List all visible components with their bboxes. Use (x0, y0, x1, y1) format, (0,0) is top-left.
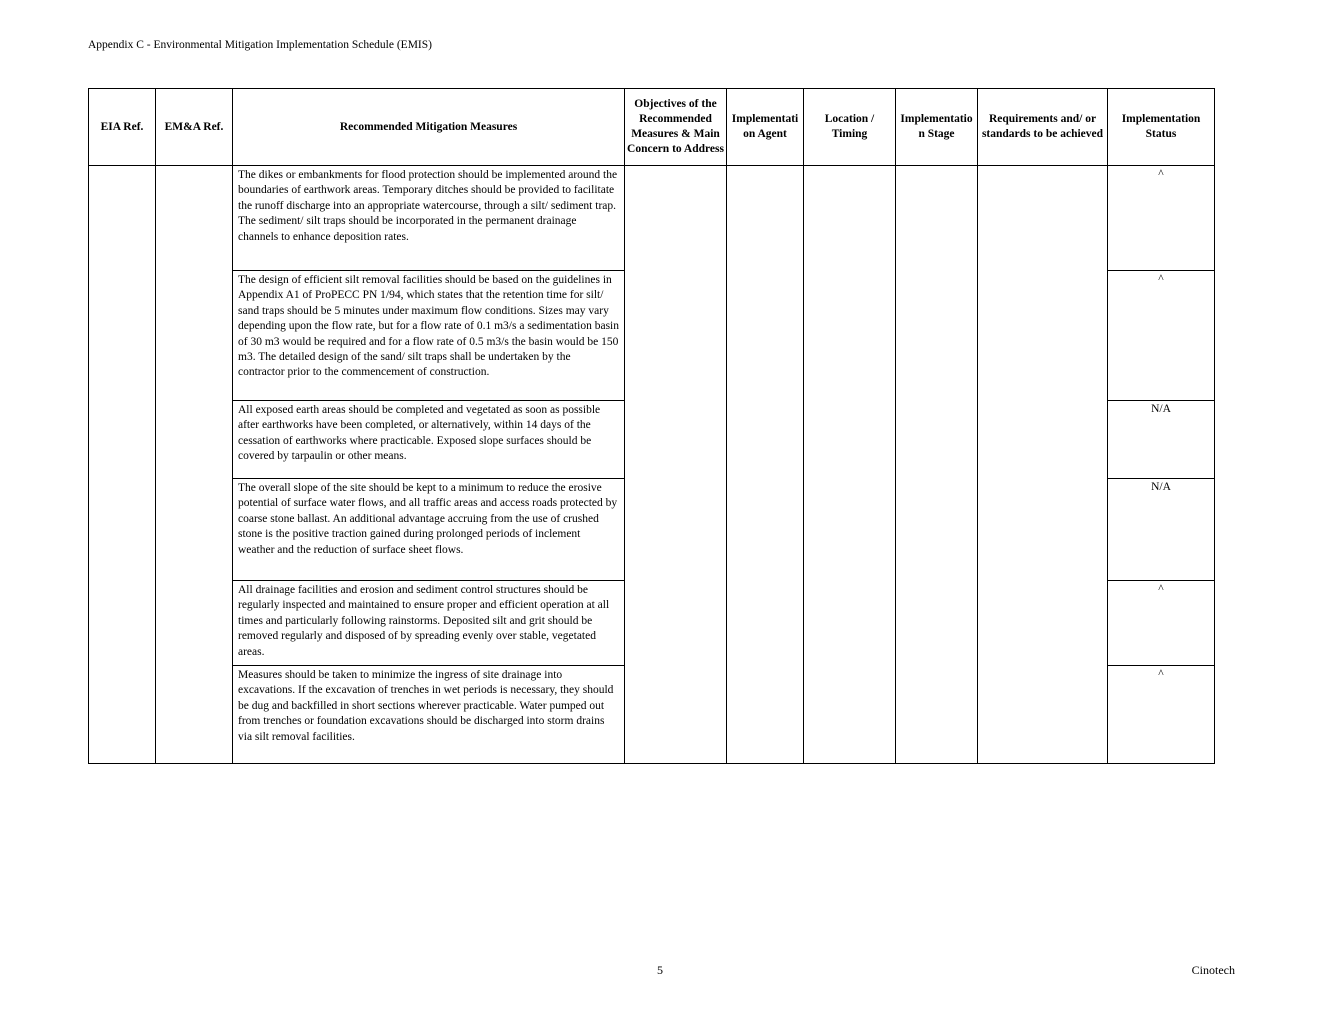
status-cell: ^ (1108, 666, 1215, 764)
status-cell: ^ (1108, 271, 1215, 401)
status-cell: N/A (1108, 479, 1215, 581)
table-row (89, 166, 1215, 271)
objectives-cell (625, 166, 727, 764)
status-cell: N/A (1108, 401, 1215, 479)
measure-cell: Measures should be taken to minimize the ingress of site drainage into excavations. If the excavation of trenches in wet periods is necessary, they should be dug and backfilled in short sections wherever practicable. Water pumped out from trenches or foundation excavations should be discharged into storm drains via silt removal facilities. (233, 666, 625, 764)
column-header-implementation-status: Implementation Status (1108, 89, 1215, 166)
measure-cell: The design of efficient silt removal facilities should be based on the guidelines in Appendix A1 of ProPECC PN 1/94, which states that the retention time for silt/ sand traps should be 5 minutes under maximum flow conditions. Sizes may vary depending upon the flow rate, but for a flow rate of 0.1 m3/s a sedimentation basin of 30 m3 would be required and for a flow rate of 0.5 m3/s the basin would be 150 m3. The detailed design of the sand/ silt traps shall be undertaken by the contractor prior to the commencement of construction. (233, 271, 625, 401)
measure-cell: The dikes or embankments for flood protection should be implemented around the boundaries of earthwork areas. Temporary ditches should be provided to facilitate the runoff discharge into an appropriate watercourse, through a silt/ sediment trap. The sediment/ silt traps should be incorporated in the permanent drainage channels to enhance deposition rates. (233, 166, 625, 271)
page-number: 5 (657, 963, 663, 977)
ema-ref-cell (156, 166, 233, 764)
measure-cell: The overall slope of the site should be kept to a minimum to reduce the erosive potential of surface water flows, and all traffic areas and access roads protected by coarse stone ballast. An additional advantage accruing from the use of crushed stone is the positive traction gained during prolonged periods of inclement weather and the reduction of surface sheet flows. (233, 479, 625, 581)
emis-table (88, 88, 1215, 764)
column-header-requirements: Requirements and/ or standards to be achieved (978, 89, 1108, 166)
column-header-eia-ref: EIA Ref. (89, 89, 156, 166)
appendix-title: Appendix C - Environmental Mitigation Implementation Schedule (EMIS) (88, 39, 432, 51)
implementation-stage-cell (896, 166, 978, 764)
column-header-ema-ref: EM&A Ref. (156, 89, 233, 166)
requirements-cell (978, 166, 1108, 764)
footer-company-name: Cinotech (1191, 963, 1235, 977)
measure-cell: All exposed earth areas should be completed and vegetated as soon as possible after earthworks have been completed, or alternatively, within 14 days of the cessation of earthworks where practicable. Exposed slope surfaces should be covered by tarpaulin or other means. (233, 401, 625, 479)
eia-ref-cell (89, 166, 156, 764)
column-header-implementation-agent: Implementation Agent (727, 89, 804, 166)
column-header-measures: Recommended Mitigation Measures (233, 89, 625, 166)
implementation-agent-cell (727, 166, 804, 764)
table-header-row (89, 89, 1215, 166)
status-cell: ^ (1108, 581, 1215, 666)
status-cell: ^ (1108, 166, 1215, 271)
column-header-implementation-stage: Implementation Stage (896, 89, 978, 166)
location-timing-cell (804, 166, 896, 764)
column-header-location-timing: Location / Timing (804, 89, 896, 166)
measure-cell: All drainage facilities and erosion and sediment control structures should be regularly inspected and maintained to ensure proper and efficient operation at all times and particularly following rainstorms. Deposited silt and grit should be removed regularly and disposed of by spreading evenly over stable, vegetated areas. (233, 581, 625, 666)
column-header-objectives: Objectives of the Recommended Measures & Main Concern to Address (625, 89, 727, 166)
